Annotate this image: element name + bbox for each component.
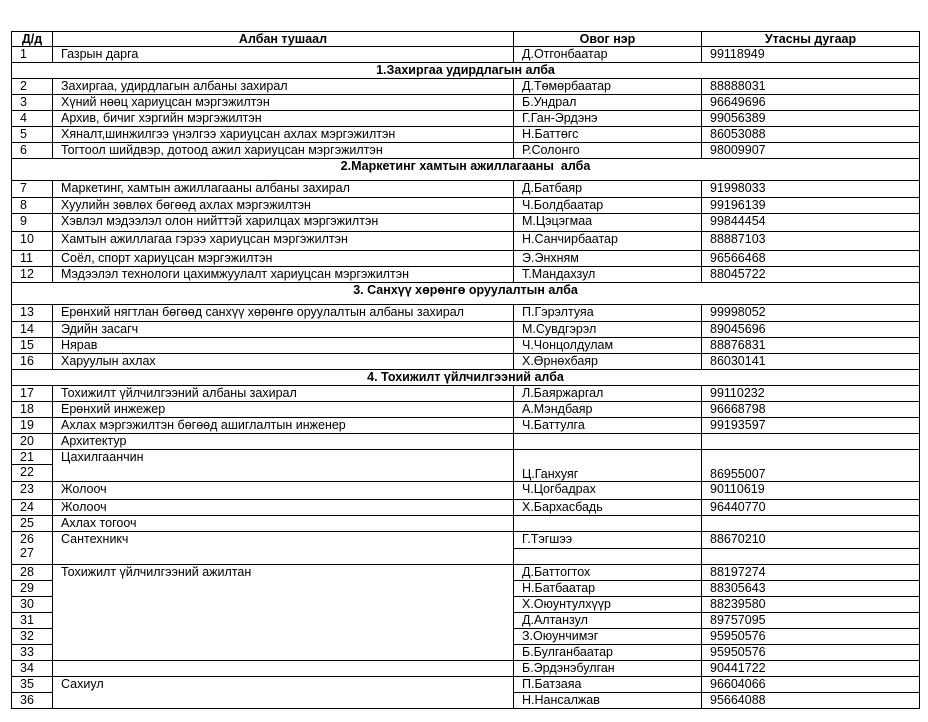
table-row bbox=[12, 418, 920, 434]
row-position: Ерөнхий нягтлан бөгөөд санхүү хөрөнгө оруулалтын албаны захирал bbox=[53, 305, 514, 322]
row-phone: 90110619 bbox=[702, 482, 920, 500]
row-num-27: 27 bbox=[20, 546, 34, 560]
row-num: 9 bbox=[12, 214, 53, 232]
row-name: Ч.Чонцолдулам bbox=[514, 338, 702, 354]
row-phone: 95950576 bbox=[702, 645, 920, 661]
row-name: Г.Ган-Эрдэнэ bbox=[514, 111, 702, 127]
header-phone: Утасны дугаар bbox=[702, 32, 920, 47]
row-num: 17 bbox=[12, 386, 53, 402]
row-position: Сантехникч bbox=[53, 532, 514, 565]
row-num: 10 bbox=[12, 232, 53, 251]
row-position: Нярав bbox=[53, 338, 514, 354]
row-phone: 86053088 bbox=[702, 127, 920, 143]
row-phone: 99110232 bbox=[702, 386, 920, 402]
row-num: 30 bbox=[12, 597, 53, 613]
row-position: Маркетинг, хамтын ажиллагааны албаны захирал bbox=[53, 181, 514, 198]
row-name: Н.Санчирбаатар bbox=[514, 232, 702, 251]
row-name: Н.Батбаатар bbox=[514, 581, 702, 597]
row-num: 22 bbox=[12, 465, 53, 482]
row-num: 28 bbox=[12, 565, 53, 581]
row-phone: 95664088 bbox=[702, 693, 920, 709]
table-row bbox=[12, 214, 920, 232]
row-position: Харуулын ахлах bbox=[53, 354, 514, 370]
row-num: 25 bbox=[12, 516, 53, 532]
row-position: Тогтоол шийдвэр, дотоод ажил хариуцсан мэргэжилтэн bbox=[53, 143, 514, 159]
row-phone: 88197274 bbox=[702, 565, 920, 581]
row-phone: 89045696 bbox=[702, 322, 920, 338]
header-position: Албан тушаал bbox=[53, 32, 514, 47]
table-row bbox=[12, 677, 920, 693]
row-name: Б.Эрдэнэбулган bbox=[514, 661, 702, 677]
table-row bbox=[12, 402, 920, 418]
row-num: 13 bbox=[12, 305, 53, 322]
row-phone: 99118949 bbox=[702, 47, 920, 63]
row-num: 33 bbox=[12, 645, 53, 661]
table-row bbox=[12, 338, 920, 354]
row-phone: 99998052 bbox=[702, 305, 920, 322]
table-header-row bbox=[12, 32, 920, 47]
row-phone: 90441722 bbox=[702, 661, 920, 677]
row-num: 4 bbox=[12, 111, 53, 127]
row-name: Х.Бархасбадь bbox=[514, 500, 702, 516]
table-row bbox=[12, 251, 920, 267]
table-row bbox=[12, 565, 920, 581]
row-phone: 96566468 bbox=[702, 251, 920, 267]
section-row bbox=[12, 370, 920, 386]
row-num: 35 bbox=[12, 677, 53, 693]
row-position bbox=[53, 661, 514, 677]
row-name: З.Оюунчимэг bbox=[514, 629, 702, 645]
row-position: Тохижилт үйлчилгээний ажилтан bbox=[53, 565, 514, 661]
row-name: М.Цэцэгмаа bbox=[514, 214, 702, 232]
row-phone: 96604066 bbox=[702, 677, 920, 693]
row-phone: 88888031 bbox=[702, 79, 920, 95]
row-position: Соёл, спорт хариуцсан мэргэжилтэн bbox=[53, 251, 514, 267]
row-phone: 95950576 bbox=[702, 629, 920, 645]
row-phone: 88887103 bbox=[702, 232, 920, 251]
row-position: Жолооч bbox=[53, 482, 514, 500]
table-row bbox=[12, 386, 920, 402]
row-position: Эдийн засагч bbox=[53, 322, 514, 338]
row-name: Э.Энхням bbox=[514, 251, 702, 267]
table-row bbox=[12, 482, 920, 500]
row-name: А.Мэндбаяр bbox=[514, 402, 702, 418]
row-num: 11 bbox=[12, 251, 53, 267]
row-num: 23 bbox=[12, 482, 53, 500]
row-phone: 88239580 bbox=[702, 597, 920, 613]
row-phone bbox=[702, 516, 920, 532]
row-num: 18 bbox=[12, 402, 53, 418]
table-row bbox=[12, 181, 920, 198]
row-phone bbox=[702, 549, 920, 565]
row-phone: 99196139 bbox=[702, 198, 920, 214]
row-position: Ахлах мэргэжилтэн бөгөөд ашиглалтын инженер bbox=[53, 418, 514, 434]
row-num: 15 bbox=[12, 338, 53, 354]
table-row bbox=[12, 516, 920, 532]
table-row bbox=[12, 198, 920, 214]
row-position: Жолооч bbox=[53, 500, 514, 516]
row-num: 36 bbox=[12, 693, 53, 709]
header-num: Д/д bbox=[12, 32, 53, 47]
row-name: Г.Тэгшээ bbox=[514, 532, 702, 549]
row-phone: 99056389 bbox=[702, 111, 920, 127]
table-row bbox=[12, 500, 920, 516]
table-row bbox=[12, 47, 920, 63]
row-name: Б.Ундрал bbox=[514, 95, 702, 111]
row-num: 20 bbox=[12, 434, 53, 450]
row-phone: 96668798 bbox=[702, 402, 920, 418]
row-num: 29 bbox=[12, 581, 53, 597]
row-name: Л.Баяржаргал bbox=[514, 386, 702, 402]
row-name: Р.Солонго bbox=[514, 143, 702, 159]
row-position: Мэдээлэл технологи цахимжуулалт хариуцсан мэргэжилтэн bbox=[53, 267, 514, 283]
row-phone bbox=[702, 434, 920, 450]
row-position: Архитектур bbox=[53, 434, 514, 450]
row-phone: 91998033 bbox=[702, 181, 920, 198]
row-num: 31 bbox=[12, 613, 53, 629]
row-position: Хяналт,шинжилгээ үнэлгээ хариуцсан ахлах мэргэжилтэн bbox=[53, 127, 514, 143]
row-name: Д.Отгонбаатар bbox=[514, 47, 702, 63]
row-num-26: 26 bbox=[20, 532, 34, 546]
table-row bbox=[12, 532, 920, 549]
table-row bbox=[12, 450, 920, 465]
row-position: Тохижилт үйлчилгээний албаны захирал bbox=[53, 386, 514, 402]
row-phone: 89757095 bbox=[702, 613, 920, 629]
row-num: 34 bbox=[12, 661, 53, 677]
section-row bbox=[12, 283, 920, 305]
row-num: 21 bbox=[12, 450, 53, 465]
table-row bbox=[12, 661, 920, 677]
row-name: Н.Баттөгс bbox=[514, 127, 702, 143]
table-row bbox=[12, 267, 920, 283]
row-position: Газрын дарга bbox=[53, 47, 514, 63]
row-name bbox=[514, 549, 702, 565]
staff-contact-table bbox=[11, 31, 920, 709]
row-num: 8 bbox=[12, 198, 53, 214]
row-name: М.Сувдгэрэл bbox=[514, 322, 702, 338]
row-name: Х.Оюунтулхүүр bbox=[514, 597, 702, 613]
row-phone: 86030141 bbox=[702, 354, 920, 370]
table-row bbox=[12, 354, 920, 370]
row-name: Д.Баттогтох bbox=[514, 565, 702, 581]
row-phone: 98009907 bbox=[702, 143, 920, 159]
table-row bbox=[12, 305, 920, 322]
row-name: Х.Өрнөхбаяр bbox=[514, 354, 702, 370]
row-num bbox=[12, 532, 53, 565]
row-num: 7 bbox=[12, 181, 53, 198]
row-position: Ахлах тогооч bbox=[53, 516, 514, 532]
table-row bbox=[12, 143, 920, 159]
section-row bbox=[12, 159, 920, 181]
row-num: 12 bbox=[12, 267, 53, 283]
row-name: Д.Төмөрбаатар bbox=[514, 79, 702, 95]
row-phone: 96649696 bbox=[702, 95, 920, 111]
row-position: Хуулийн зөвлөх бөгөөд ахлах мэргэжилтэн bbox=[53, 198, 514, 214]
section-title: 2.Маркетинг хамтын ажиллагааны алба bbox=[12, 159, 920, 181]
row-position: Архив, бичиг хэргийн мэргэжилтэн bbox=[53, 111, 514, 127]
row-phone: 96440770 bbox=[702, 500, 920, 516]
section-title: 1.Захиргаа удирдлагын алба bbox=[12, 63, 920, 79]
row-phone: 88045722 bbox=[702, 267, 920, 283]
table-row bbox=[12, 79, 920, 95]
row-num: 19 bbox=[12, 418, 53, 434]
row-position: Захиргаа, удирдлагын албаны захирал bbox=[53, 79, 514, 95]
row-num: 6 bbox=[12, 143, 53, 159]
row-position: Хамтын ажиллагаа гэрээ хариуцсан мэргэжилтэн bbox=[53, 232, 514, 251]
row-position: Сахиул bbox=[53, 677, 514, 709]
row-num: 2 bbox=[12, 79, 53, 95]
table-row bbox=[12, 127, 920, 143]
row-name: Ч.Баттулга bbox=[514, 418, 702, 434]
row-position: Ерөнхий инжежер bbox=[53, 402, 514, 418]
section-title: 3. Санхүү хөрөнгө оруулалтын алба bbox=[12, 283, 920, 305]
row-position: Хэвлэл мэдээлэл олон нийттэй харилцах мэргэжилтэн bbox=[53, 214, 514, 232]
section-title: 4. Тохижилт үйлчилгээний алба bbox=[12, 370, 920, 386]
row-name: П.Гэрэлтуяа bbox=[514, 305, 702, 322]
row-phone: 99844454 bbox=[702, 214, 920, 232]
row-name: П.Батзаяа bbox=[514, 677, 702, 693]
row-phone: 88305643 bbox=[702, 581, 920, 597]
row-phone: 88670210 bbox=[702, 532, 920, 549]
row-name bbox=[514, 516, 702, 532]
row-name: Б.Булганбаатар bbox=[514, 645, 702, 661]
table-row bbox=[12, 111, 920, 127]
row-num: 16 bbox=[12, 354, 53, 370]
row-num: 14 bbox=[12, 322, 53, 338]
table-row bbox=[12, 322, 920, 338]
table-row bbox=[12, 95, 920, 111]
row-num: 32 bbox=[12, 629, 53, 645]
row-num: 24 bbox=[12, 500, 53, 516]
row-num: 3 bbox=[12, 95, 53, 111]
row-name: Д.Батбаяр bbox=[514, 181, 702, 198]
table-row bbox=[12, 232, 920, 251]
row-phone: 86955007 bbox=[702, 450, 920, 482]
row-num: 5 bbox=[12, 127, 53, 143]
row-name: Ц.Ганхуяг bbox=[514, 450, 702, 482]
row-name: Ч.Болдбаатар bbox=[514, 198, 702, 214]
row-name: Д.Алтанзул bbox=[514, 613, 702, 629]
row-position: Хүний нөөц хариуцсан мэргэжилтэн bbox=[53, 95, 514, 111]
table-row bbox=[12, 434, 920, 450]
row-position: Цахилгаанчин bbox=[53, 450, 514, 482]
row-num: 1 bbox=[12, 47, 53, 63]
row-phone: 88876831 bbox=[702, 338, 920, 354]
row-name: Т.Мандахзул bbox=[514, 267, 702, 283]
row-name bbox=[514, 434, 702, 450]
section-row bbox=[12, 63, 920, 79]
row-name: Н.Нансалжав bbox=[514, 693, 702, 709]
row-name: Ч.Цогбадрах bbox=[514, 482, 702, 500]
header-name: Овог нэр bbox=[514, 32, 702, 47]
row-phone: 99193597 bbox=[702, 418, 920, 434]
